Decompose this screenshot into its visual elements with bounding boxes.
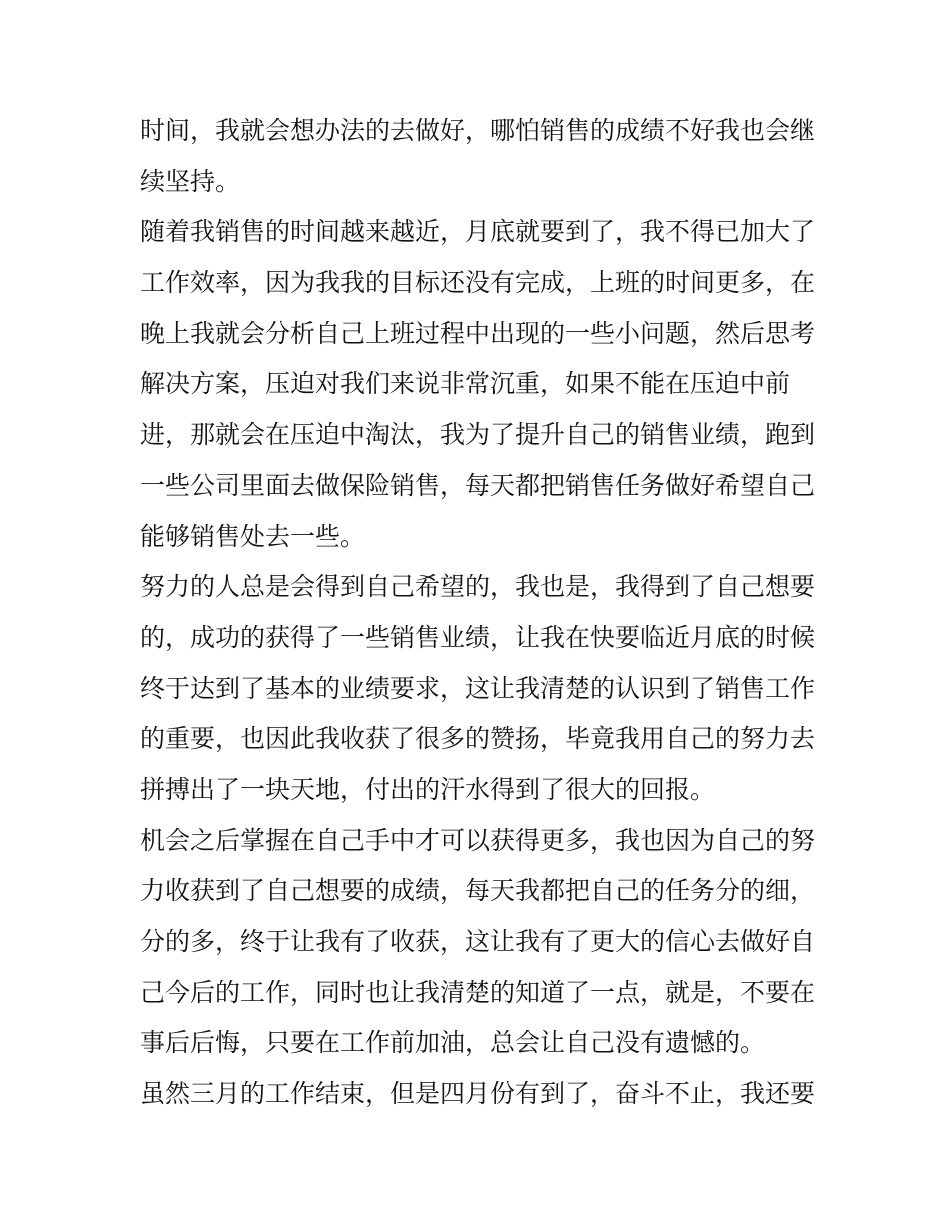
text-line: 事后后悔，只要在工作前加油，总会让自己没有遗憾的。: [140, 1028, 766, 1058]
text-line: 机会之后掌握在自己手中才可以获得更多，我也因为自己的努: [140, 825, 816, 855]
text-line: 拼搏出了一块天地，付出的汗水得到了很大的回报。: [140, 774, 716, 804]
text-line: 努力的人总是会得到自己希望的，我也是，我得到了自己想要: [140, 572, 816, 602]
text-line: 随着我销售的时间越来越近，月底就要到了，我不得已加大了: [140, 217, 816, 247]
text-line: 的，成功的获得了一些销售业绩，让我在快要临近月底的时候: [140, 622, 816, 652]
text-line: 晚上我就会分析自己上班过程中出现的一些小问题，然后思考: [140, 318, 816, 348]
text-line: 续坚持。: [140, 166, 241, 196]
text-line: 解决方案，压迫对我们来说非常沉重，如果不能在压迫中前: [140, 369, 791, 399]
text-line: 虽然三月的工作结束，但是四月份有到了，奋斗不止，我还要: [140, 1079, 816, 1109]
text-line: 分的多，终于让我有了收获，这让我有了更大的信心去做好自: [140, 927, 816, 956]
text-line: 能够销售处去一些。: [140, 521, 366, 551]
text-line: 一些公司里面去做保险销售，每天都把销售任务做好希望自己: [140, 470, 816, 500]
text-line: 进，那就会在压迫中淘汰，我为了提升自己的销售业绩，跑到: [140, 420, 816, 450]
text-line: 工作效率，因为我我的目标还没有完成，上班的时间更多，在: [140, 268, 816, 298]
text-line: 时间，我就会想办法的去做好，哪怕销售的成绩不好我也会继: [140, 116, 816, 145]
text-line: 力收获到了自己想要的成绩，每天我都把自己的任务分的细，: [140, 876, 816, 906]
text-line: 己今后的工作，同时也让我清楚的知道了一点，就是，不要在: [140, 977, 816, 1007]
text-line: 终于达到了基本的业绩要求，这让我清楚的认识到了销售工作: [140, 673, 816, 703]
body-text: [140, 106, 820, 1120]
text-line: 的重要，也因此我收获了很多的赞扬，毕竟我用自己的努力去: [140, 724, 816, 754]
